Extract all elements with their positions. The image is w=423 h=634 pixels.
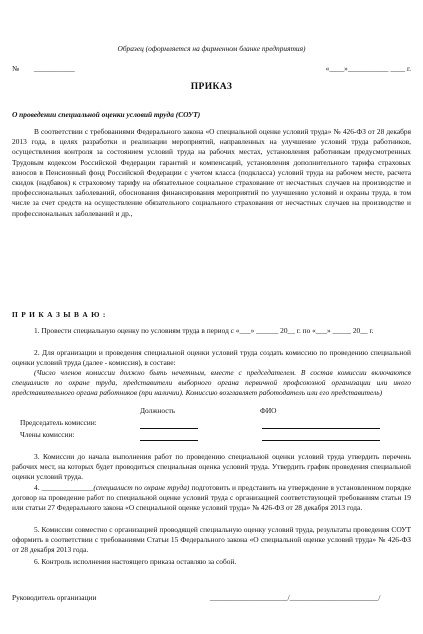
- item-4-text: подготовить и представить на утверждение в установленном порядке договор на проведение работ по специальной оценке условий труда с организацией соответствующей требованиям статьи 19 или статьи 27 Федерального закона «О специальной оценке условий труда» № 426-ФЗ от 28 декабря 2013 года.: [12, 483, 411, 513]
- item-3: 3. Комиссии до начала выполнения работ по проведению специальной оценки условий труда утвердить перечень рабочих мест, на которых будет проводиться специальная оценка условий труда. Утвердить график проведения специальной оценки условий труда.: [12, 452, 411, 482]
- order-date-field[interactable]: «____»___________ ____ г.: [325, 64, 411, 73]
- document-title: ПРИКАЗ: [190, 82, 233, 92]
- order-number-field[interactable]: ___________: [34, 64, 75, 73]
- members-position-line[interactable]: [140, 440, 198, 441]
- preamble-paragraph: В соответствии с требованиями Федерального закона «О специальной оценке условий труда» № 426-ФЗ от 28 декабря 2013 года, в целях разработки и реализации мероприятий, направленных на улучшение условий труда работников, осуществления контроля за состоянием условий труда на рабочих местах, установления работникам предусмотренных Трудовым кодексом Российской Федерации гарантий и компенсаций, установления дополнительного тарифа страховых взносов в Пенсионный фонд Российской Федерации с учетом класса (подкласса) условий труда на рабочем месте, расчета скидок (надбавок) к страховому тарифу на обязательное социальное страхование от несчастных случаев на производстве и профессиональных заболеваний, обоснования финансирования мероприятий по улучшению условий и охраны труда, в том числе за счет средств на осуществление обязательного социального страхования от несчастных случаев на производстве и профессиональных заболеваний и др.,: [12, 127, 411, 218]
- signature-line[interactable]: _____________________/________________________/: [210, 593, 381, 602]
- item-4-role: (специалист по охране труда): [93, 483, 190, 492]
- chairman-label: Председатель комиссии:: [20, 418, 97, 427]
- order-word: П Р И К А З Ы В А Ю :: [12, 310, 107, 319]
- item-4-prefix: 4. ______________: [34, 483, 94, 492]
- commission-col-position: Должность: [140, 406, 176, 415]
- order-number-label: №: [12, 64, 20, 73]
- signature-label: Руководитель организации: [12, 593, 97, 602]
- document-subject: О проведении специальной оценки условий труда (СОУТ): [12, 110, 201, 119]
- chairman-name-line[interactable]: [262, 428, 380, 429]
- item-5: 5. Комиссии совместно с организацией проводящей специальную оценку условий труда, результаты проведения СОУТ оформить в соответствии с требованиями Статьи 15 Федерального закона «О специальной оценке условий труда» № 426-ФЗ от 28 декабря 2013 года.: [12, 525, 411, 555]
- members-label: Члены комиссии:: [20, 430, 75, 439]
- chairman-position-line[interactable]: [140, 428, 198, 429]
- item-6: 6. Контроль исполнения настоящего приказа оставляю за собой.: [34, 557, 237, 566]
- commission-col-name: ФИО: [260, 406, 277, 415]
- item-2-note: (Число членов комиссии должно быть нечетным, вместе с председателем. В состав комиссии включаются специалист по охране труда, представители выборного органа первичной профсоюзной организации или иного представительного органа работников (при наличии). Комиссию возглавляет работодатель или его представитель): [12, 368, 411, 398]
- item-1: 1. Провести специальную оценку по условиям труда в период с «___» ______ 20__ г. по «___» _____ 20__ г.: [34, 326, 374, 335]
- sample-note: Образец (оформляется на фирменном бланке предприятия): [117, 44, 306, 53]
- item-2: 2. Для организации и проведения специальной оценки условий труда создать комиссию по проведению специальной оценки условий труда (далее - комиссия), в составе:: [12, 348, 411, 368]
- members-name-line[interactable]: [262, 440, 380, 441]
- item-4: [12, 483, 411, 514]
